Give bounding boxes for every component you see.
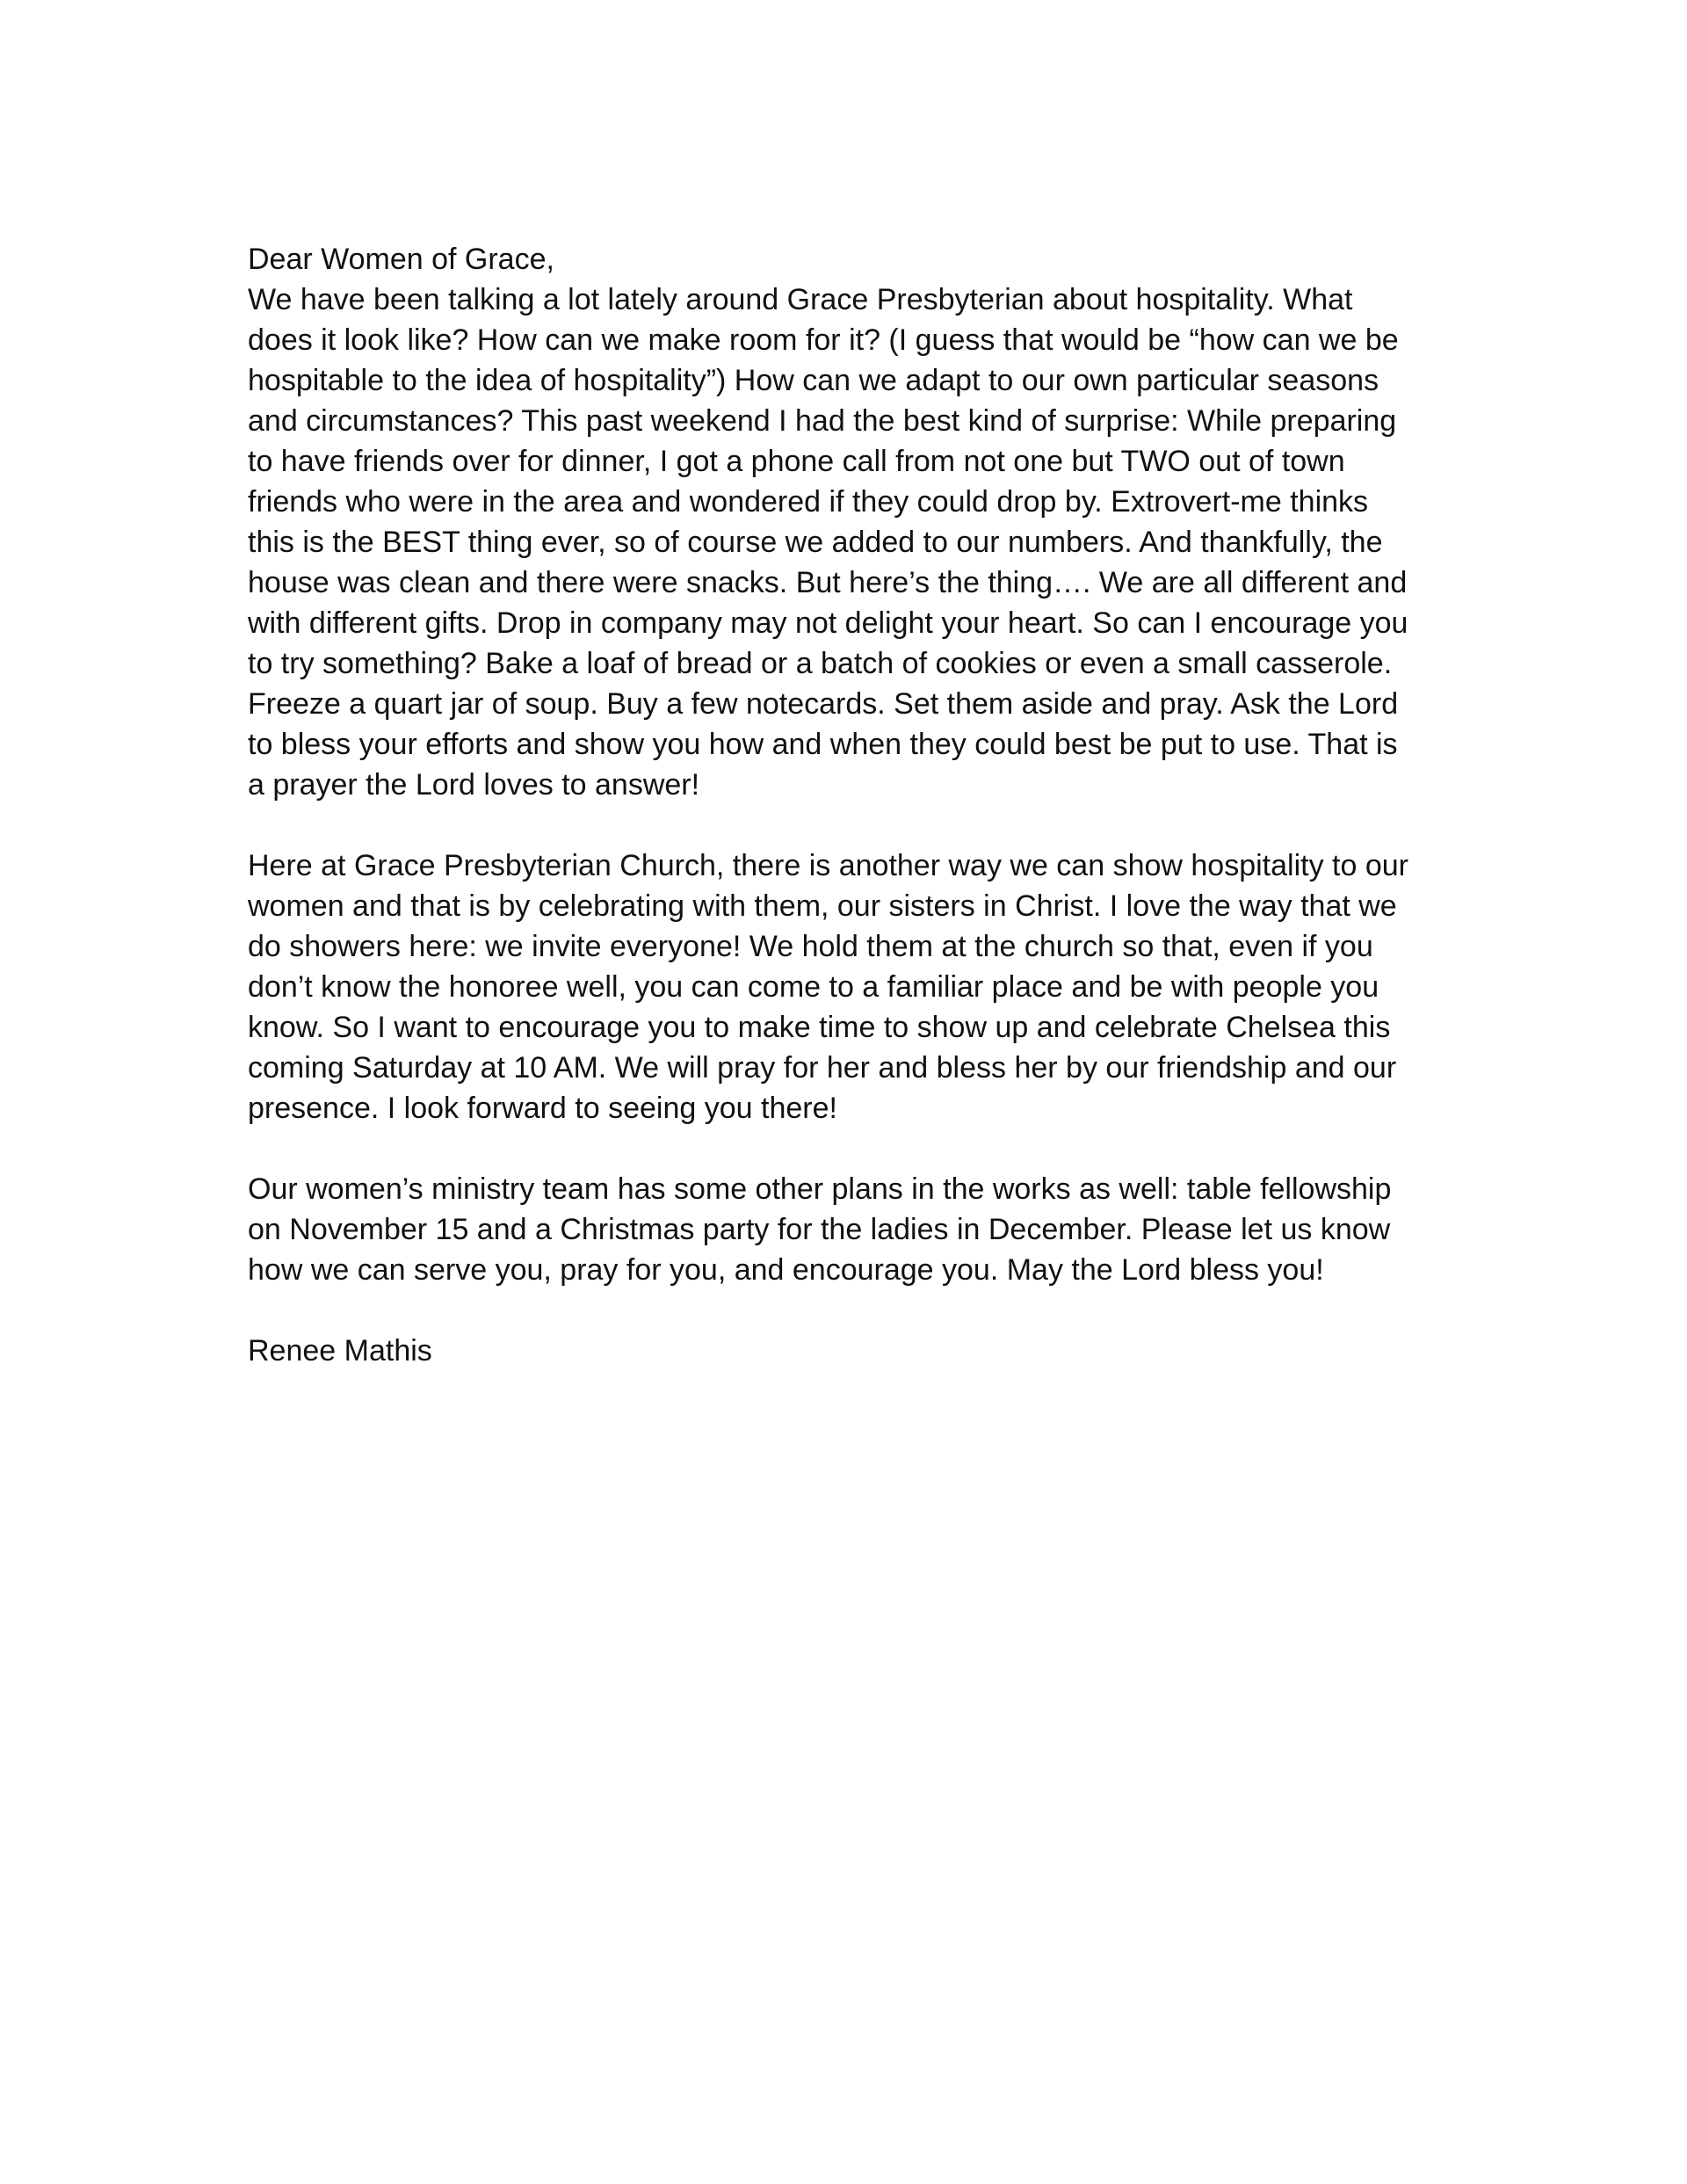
- text-line: how we can serve you, pray for you, and encourage you. May the Lord bless you!: [248, 1253, 1324, 1287]
- text-line: to try something? Bake a loaf of bread or a batch of cookies or even a small casserole.: [248, 647, 1393, 680]
- text-line: don’t know the honoree well, you can come to a familiar place and be with people you: [248, 970, 1379, 1004]
- text-line: to have friends over for dinner, I got a phone call from not one but TWO out of town: [248, 445, 1345, 478]
- text-line: a prayer the Lord loves to answer!: [248, 768, 700, 802]
- text-line: Our women’s ministry team has some other plans in the works as well: table fellowship: [248, 1172, 1392, 1206]
- paragraph-showers: [248, 845, 1495, 1128]
- text-line: house was clean and there were snacks. But here’s the thing…. We are all different and: [248, 566, 1408, 599]
- salutation: Dear Women of Grace,: [248, 243, 554, 276]
- text-line: Here at Grace Presbyterian Church, there is another way we can show hospitality to our: [248, 849, 1408, 882]
- letter-body: [248, 239, 1495, 1371]
- text-line: presence. I look forward to seeing you there!: [248, 1092, 837, 1125]
- text-line: hospitable to the idea of hospitality”) How can we adapt to our own particular seasons: [248, 364, 1379, 397]
- text-line: friends who were in the area and wondered if they could drop by. Extrovert-me thinks: [248, 485, 1369, 519]
- text-line: this is the BEST thing ever, so of course we added to our numbers. And thankfully, the: [248, 526, 1383, 559]
- text-line: women and that is by celebrating with them, our sisters in Christ. I love the way that we: [248, 889, 1397, 923]
- signature: Renee Mathis: [248, 1334, 432, 1368]
- text-line: and circumstances? This past weekend I had the best kind of surprise: While preparing: [248, 404, 1397, 438]
- paragraph-ministry-plans: [248, 1169, 1495, 1290]
- paragraph-hospitality: [248, 279, 1495, 805]
- text-line: We have been talking a lot lately around Grace Presbyterian about hospitality. What: [248, 283, 1353, 316]
- text-line: coming Saturday at 10 AM. We will pray for her and bless her by our friendship and our: [248, 1051, 1397, 1085]
- text-line: know. So I want to encourage you to make time to show up and celebrate Chelsea this: [248, 1011, 1391, 1044]
- text-line: with different gifts. Drop in company may not delight your heart. So can I encourage you: [248, 606, 1408, 640]
- text-line: does it look like? How can we make room for it? (I guess that would be “how can we be: [248, 323, 1399, 357]
- text-line: do showers here: we invite everyone! We hold them at the church so that, even if you: [248, 930, 1373, 963]
- text-line: Freeze a quart jar of soup. Buy a few notecards. Set them aside and pray. Ask the Lord: [248, 687, 1399, 721]
- text-line: to bless your efforts and show you how and when they could best be put to use. That is: [248, 728, 1398, 761]
- text-line: on November 15 and a Christmas party for the ladies in December. Please let us know: [248, 1213, 1391, 1246]
